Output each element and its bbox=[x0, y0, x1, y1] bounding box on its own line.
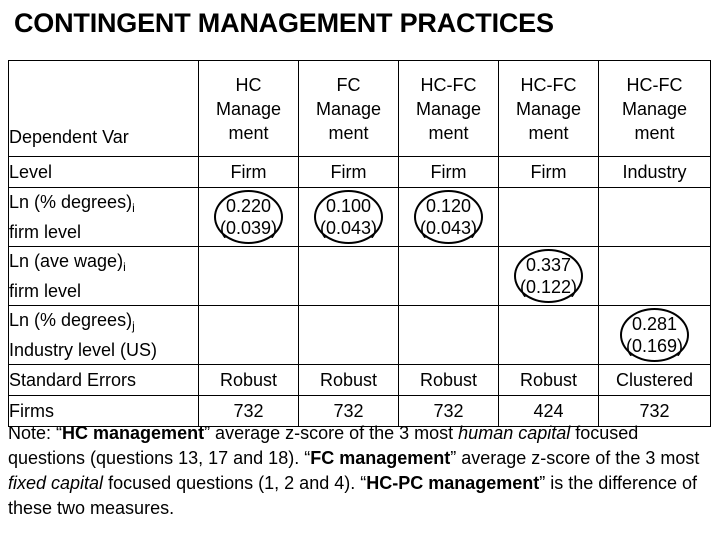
firms-cell: 732 bbox=[399, 396, 499, 427]
highlight-oval: 0.337 (0.122) bbox=[514, 249, 583, 303]
level-cell: Firm bbox=[399, 157, 499, 188]
empty-cell bbox=[299, 306, 399, 365]
empty-cell bbox=[399, 247, 499, 306]
se-cell: Robust bbox=[399, 365, 499, 396]
standard-errors-row bbox=[9, 365, 711, 396]
col-header-1: HC Manage ment bbox=[199, 61, 299, 157]
se-cell: Robust bbox=[499, 365, 599, 396]
se-cell: Robust bbox=[199, 365, 299, 396]
level-cell: Firm bbox=[499, 157, 599, 188]
firms-cell: 732 bbox=[199, 396, 299, 427]
se-cell: Clustered bbox=[599, 365, 711, 396]
col-header-4: HC-FC Manage ment bbox=[499, 61, 599, 157]
highlight-oval: 0.120 (0.043) bbox=[414, 190, 483, 244]
highlight-oval: 0.220 (0.039) bbox=[214, 190, 283, 244]
empty-cell bbox=[399, 306, 499, 365]
empty-cell bbox=[199, 247, 299, 306]
coef-cell bbox=[299, 188, 399, 247]
table-note: Note: “HC management” average z-score of the 3 most human capital focused questions (questions 13, 17 and 18). “FC management” average z-score of the 3 most fixed capital focused questions (1, 2 and 4). “HC-PC management” is the difference of these two measures. bbox=[8, 423, 700, 518]
firms-cell: 732 bbox=[299, 396, 399, 427]
coef-cell bbox=[599, 306, 711, 365]
level-cell: Firm bbox=[199, 157, 299, 188]
coef-cell bbox=[499, 247, 599, 306]
degrees-industry-row bbox=[9, 306, 711, 365]
firms-label: Firms bbox=[9, 396, 199, 427]
se-cell: Robust bbox=[299, 365, 399, 396]
page-title: CONTINGENT MANAGEMENT PRACTICES bbox=[14, 8, 554, 38]
firms-cell: 424 bbox=[499, 396, 599, 427]
level-label: Level bbox=[9, 157, 199, 188]
col-header-2: FC Manage ment bbox=[299, 61, 399, 157]
firms-cell: 732 bbox=[599, 396, 711, 427]
coef-cell bbox=[399, 188, 499, 247]
level-cell: Industry bbox=[599, 157, 711, 188]
empty-cell bbox=[199, 306, 299, 365]
level-row bbox=[9, 157, 711, 188]
empty-cell bbox=[499, 306, 599, 365]
degrees-industry-label: Ln (% $degrees)_j$ Industry level (US) bbox=[9, 306, 199, 365]
empty-cell bbox=[599, 247, 711, 306]
dependent-var-header: Dependent Var bbox=[9, 61, 199, 157]
level-cell: Firm bbox=[299, 157, 399, 188]
degrees-firm-row bbox=[9, 188, 711, 247]
standard-errors-label: Standard Errors bbox=[9, 365, 199, 396]
wage-label: Ln (ave $wage)_i$ firm level bbox=[9, 247, 199, 306]
header-row bbox=[9, 61, 711, 157]
degrees-firm-label: Ln (% $degrees)_i$ firm level bbox=[9, 188, 199, 247]
empty-cell bbox=[499, 188, 599, 247]
empty-cell bbox=[599, 188, 711, 247]
col-header-5: HC-FC Manage ment bbox=[599, 61, 711, 157]
results-table bbox=[8, 60, 711, 427]
empty-cell bbox=[299, 247, 399, 306]
highlight-oval: 0.100 (0.043) bbox=[314, 190, 383, 244]
coef-cell bbox=[199, 188, 299, 247]
col-header-3: HC-FC Manage ment bbox=[399, 61, 499, 157]
wage-row bbox=[9, 247, 711, 306]
highlight-oval: 0.281 (0.169) bbox=[620, 308, 689, 362]
